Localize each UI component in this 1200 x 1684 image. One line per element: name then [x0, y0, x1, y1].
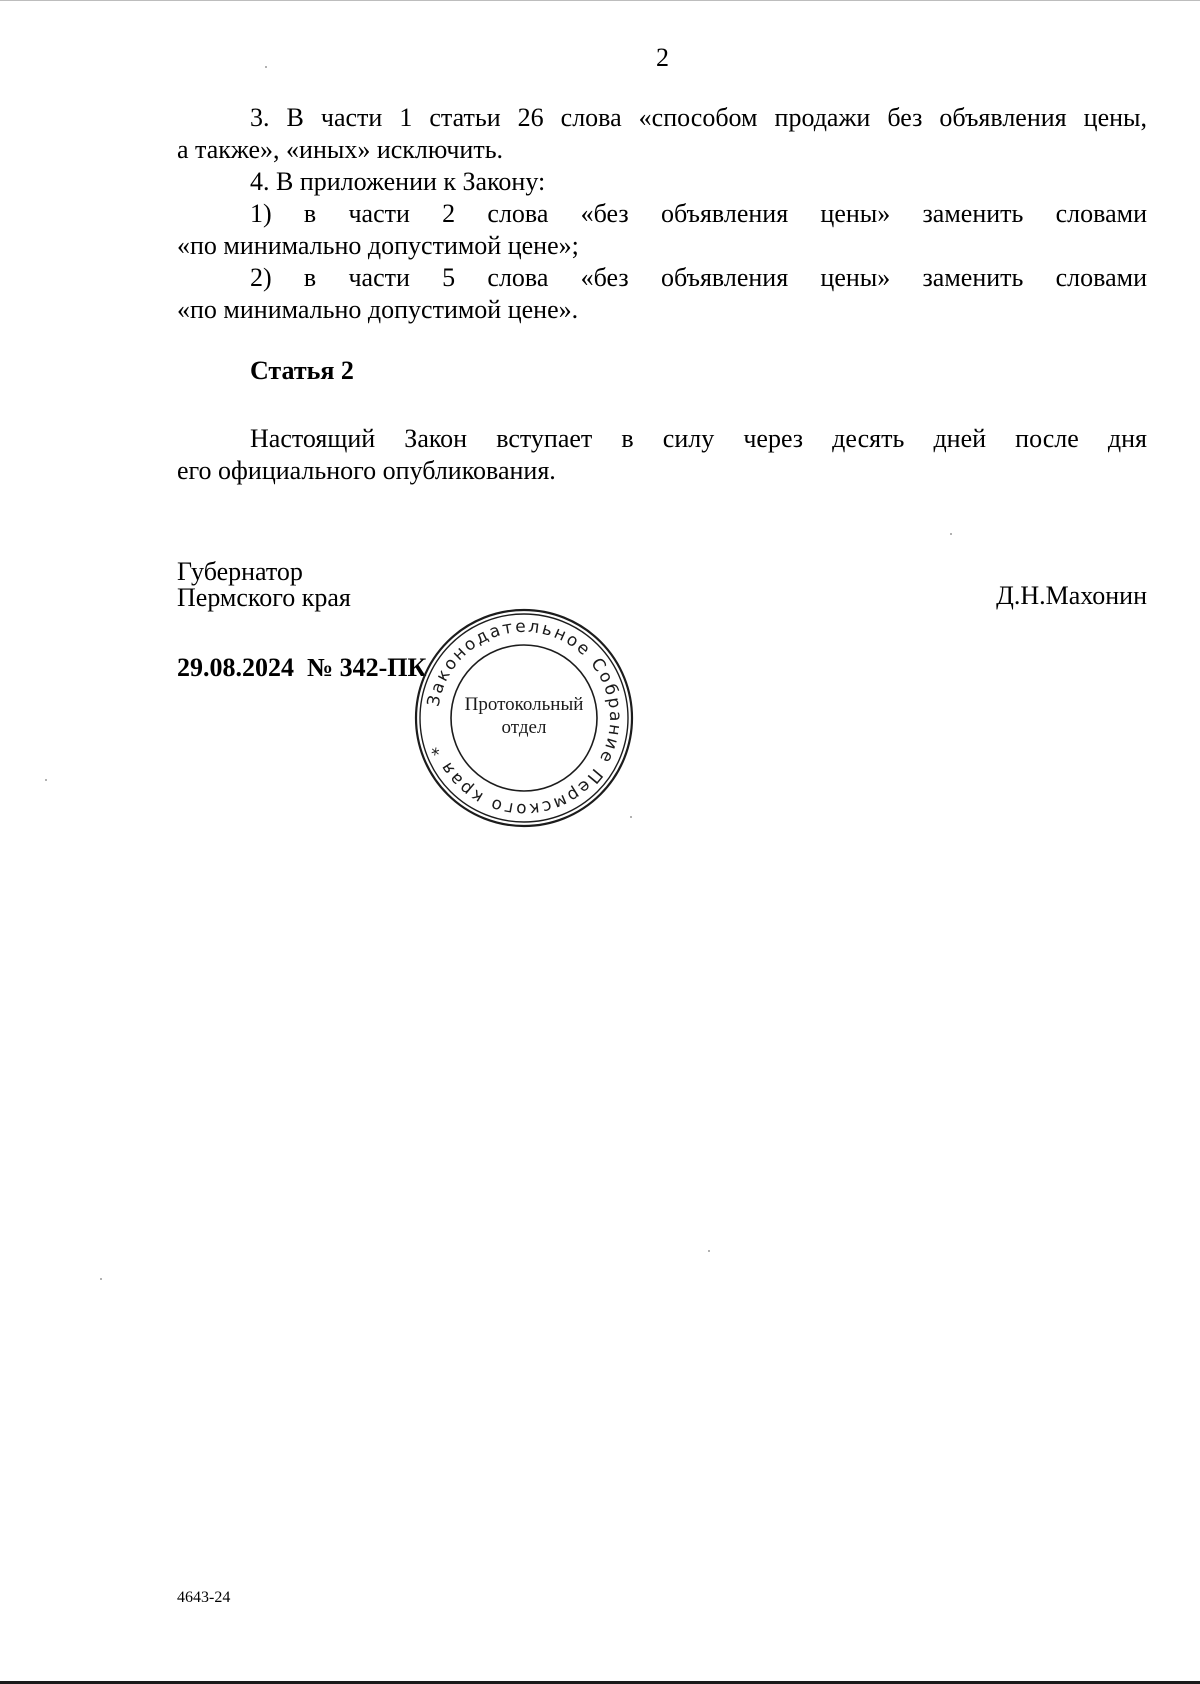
- signatory-title: [177, 559, 351, 611]
- scan-speck: [708, 1250, 710, 1252]
- scan-speck: [265, 66, 267, 68]
- page-number: 2: [656, 43, 669, 72]
- scan-speck: [100, 1278, 102, 1280]
- signatory-name: Д.Н.Махонин: [996, 581, 1147, 610]
- law-date-number: 29.08.2024 № 342-ПК: [177, 653, 427, 682]
- paragraph-3-line-1: 3. В части 1 статьи 26 слова «способом продажи без объявления цены,: [250, 103, 1147, 132]
- article-2-text: [177, 423, 1147, 487]
- scan-speck: [45, 779, 47, 781]
- article-heading: Статья 2: [250, 356, 354, 385]
- paragraph-3-line-2: а также», «иных» исключить.: [177, 135, 504, 164]
- article-2-line-1: Настоящий Закон вступает в силу через десять дней после дня: [250, 424, 1147, 453]
- signatory-title-line-2: Пермского края: [177, 583, 351, 612]
- amendments-block: [177, 102, 1147, 326]
- scan-speck: [630, 816, 632, 818]
- article-2-line-2: его официального опубликования.: [177, 456, 556, 485]
- stamp-ring-text: Законодательное Собрание Пермского края *: [423, 616, 626, 820]
- stamp-center-line-2: отдел: [501, 717, 547, 738]
- subitem-2-line-2: «по минимально допустимой цене».: [177, 295, 579, 324]
- scan-top-edge: [0, 0, 1200, 1]
- subitem-1-line-1: 1) в части 2 слова «без объявления цены» заменить словами: [250, 199, 1147, 228]
- document-code: 4643-24: [177, 1589, 231, 1606]
- subitem-2-line-1: 2) в части 5 слова «без объявления цены» заменить словами: [250, 263, 1147, 292]
- official-stamp: [413, 607, 635, 829]
- scan-speck: [950, 533, 952, 535]
- paragraph-4: 4. В приложении к Закону:: [250, 167, 546, 196]
- stamp-center-line-1: Протокольный: [464, 694, 584, 715]
- signatory-title-line-1: Губернатор: [177, 557, 303, 586]
- subitem-1-line-2: «по минимально допустимой цене»;: [177, 231, 579, 260]
